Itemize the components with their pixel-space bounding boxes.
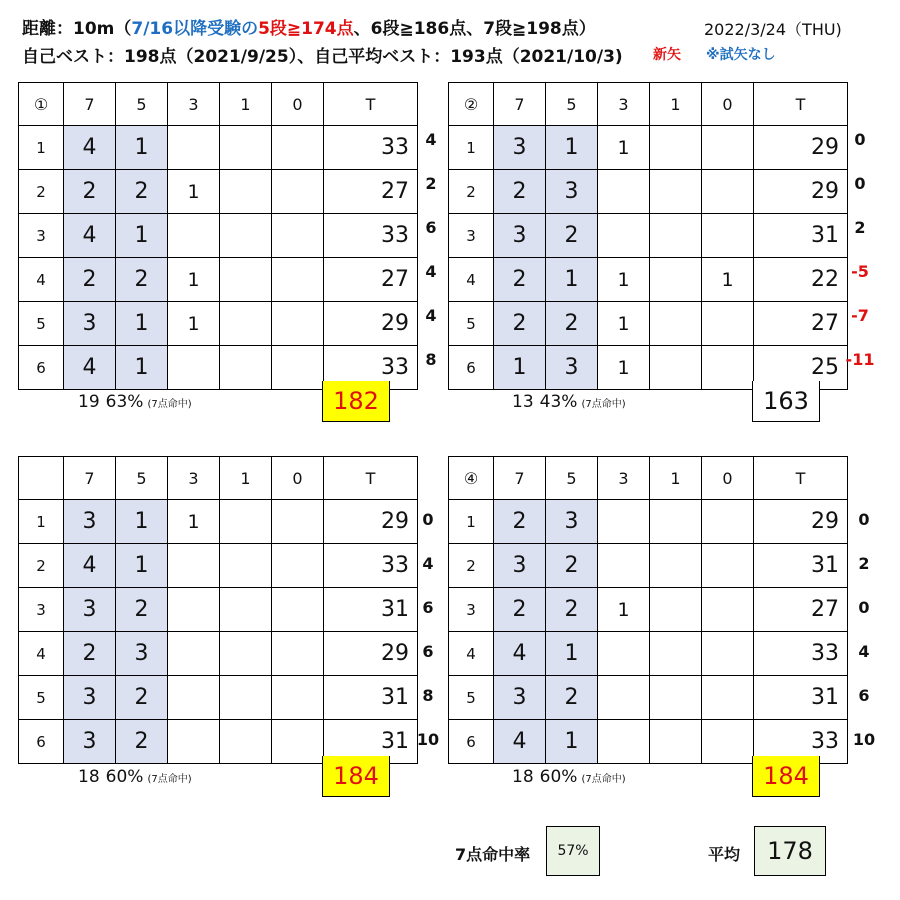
count-cell [272, 346, 324, 390]
diff-right: 0 [854, 130, 866, 149]
round-label: ④ [449, 457, 494, 500]
count-cell: 3 [64, 720, 116, 764]
count-cell [702, 720, 754, 764]
diff-right: 4 [858, 642, 870, 661]
count-cell [220, 500, 272, 544]
round-total: 163 [752, 381, 820, 422]
table-row [19, 302, 418, 346]
diff-left: 8 [422, 686, 434, 705]
hit-percent: 63% [105, 392, 144, 412]
count-cell [272, 302, 324, 346]
no-trial-note: ※試矢なし [706, 47, 776, 63]
column-header: T [324, 83, 418, 126]
table-row [19, 214, 418, 258]
table-row [19, 632, 418, 676]
table-row [449, 632, 848, 676]
end-total: 33 [324, 214, 418, 258]
count-cell: 3 [494, 214, 546, 258]
count-cell: 1 [116, 126, 168, 170]
count-cell: 4 [64, 126, 116, 170]
count-cell: 2 [546, 544, 598, 588]
count-cell [702, 302, 754, 346]
column-header: 5 [546, 83, 598, 126]
count-cell [702, 170, 754, 214]
count-cell: 2 [546, 676, 598, 720]
count-cell [272, 720, 324, 764]
count-cell: 1 [116, 544, 168, 588]
count-cell [168, 126, 220, 170]
column-header: T [754, 83, 848, 126]
column-header: 7 [494, 83, 546, 126]
end-number: 5 [19, 302, 64, 346]
count-cell [598, 500, 650, 544]
diff-right: 6 [858, 686, 870, 705]
end-number: 6 [19, 346, 64, 390]
end-number: 1 [449, 126, 494, 170]
count-cell [702, 632, 754, 676]
end-total: 33 [324, 346, 418, 390]
count-cell [272, 214, 324, 258]
diff-right: 2 [858, 554, 870, 573]
end-number: 2 [449, 170, 494, 214]
average-label: 平均 [708, 845, 741, 864]
count-cell: 1 [116, 500, 168, 544]
count-cell [220, 676, 272, 720]
column-header: 7 [64, 457, 116, 500]
end-total: 31 [324, 588, 418, 632]
count-cell [168, 544, 220, 588]
count-cell [650, 588, 702, 632]
count-cell [220, 544, 272, 588]
diff-left: 4 [425, 130, 437, 149]
end-total: 27 [324, 170, 418, 214]
table-row [449, 302, 848, 346]
end-total: 31 [754, 544, 848, 588]
count-cell [702, 214, 754, 258]
count-cell: 2 [494, 170, 546, 214]
count-cell: 3 [546, 500, 598, 544]
round-label: ② [449, 83, 494, 126]
count-cell [650, 720, 702, 764]
column-header: 1 [650, 457, 702, 500]
column-header: T [324, 457, 418, 500]
column-header: 7 [494, 457, 546, 500]
count-cell: 1 [116, 214, 168, 258]
end-total: 29 [754, 170, 848, 214]
count-cell: 1 [598, 346, 650, 390]
end-number: 5 [19, 676, 64, 720]
count-cell: 1 [546, 720, 598, 764]
column-header: 7 [64, 83, 116, 126]
column-header: 5 [116, 457, 168, 500]
count-cell [272, 258, 324, 302]
count-cell [650, 632, 702, 676]
dan5-requirement: 5段≧174点 [258, 19, 354, 39]
diff-right: 2 [854, 218, 866, 237]
diff-left: 4 [425, 262, 437, 281]
round-total: 184 [752, 756, 820, 797]
count-cell: 4 [64, 214, 116, 258]
table-row [449, 544, 848, 588]
end-number: 3 [19, 214, 64, 258]
end-total: 29 [324, 632, 418, 676]
count-cell [598, 720, 650, 764]
diff-left: 4 [422, 554, 434, 573]
hit-note: (7点命中) [581, 399, 626, 410]
count-cell: 1 [168, 302, 220, 346]
column-header: 1 [220, 457, 272, 500]
count-cell: 1 [116, 346, 168, 390]
end-total: 33 [324, 126, 418, 170]
count-cell: 3 [64, 500, 116, 544]
end-number: 2 [19, 170, 64, 214]
end-total: 33 [324, 544, 418, 588]
count-cell [650, 214, 702, 258]
count-cell: 3 [116, 632, 168, 676]
end-number: 1 [19, 500, 64, 544]
hit-stats [78, 767, 192, 787]
table-row [19, 588, 418, 632]
table-row [449, 676, 848, 720]
count-cell [168, 720, 220, 764]
count-cell: 1 [546, 632, 598, 676]
table-row [19, 500, 418, 544]
hit-note: (7点命中) [147, 399, 192, 410]
count-cell [702, 126, 754, 170]
count-cell: 1 [116, 302, 168, 346]
count-cell [272, 126, 324, 170]
end-number: 5 [449, 676, 494, 720]
end-total: 29 [324, 500, 418, 544]
count-cell [650, 170, 702, 214]
count-cell: 4 [494, 720, 546, 764]
end-total: 31 [754, 676, 848, 720]
count-cell: 2 [64, 170, 116, 214]
count-cell [650, 258, 702, 302]
count-cell: 1 [546, 126, 598, 170]
table-row [19, 258, 418, 302]
diff-left: 6 [422, 642, 434, 661]
end-total: 31 [324, 676, 418, 720]
hit-stats [512, 392, 626, 412]
distance-header: 距離：10m（7/16以降受験の5段≧174点、6段≧186点、7段≧198点） [22, 19, 596, 39]
hit-count: 19 [78, 392, 100, 412]
table-row [19, 544, 418, 588]
diff-left: 10 [416, 730, 440, 749]
column-header: 5 [546, 457, 598, 500]
end-total: 31 [324, 720, 418, 764]
diff-left: 0 [422, 510, 434, 529]
count-cell: 3 [546, 346, 598, 390]
end-number: 1 [449, 500, 494, 544]
diff-right: 0 [858, 598, 870, 617]
hit-note: (7点命中) [581, 774, 626, 785]
count-cell: 2 [546, 588, 598, 632]
count-cell: 1 [598, 126, 650, 170]
count-cell [702, 500, 754, 544]
column-header: 5 [116, 83, 168, 126]
count-cell [220, 588, 272, 632]
count-cell: 1 [546, 258, 598, 302]
diff-right: 10 [852, 730, 876, 749]
count-cell [702, 346, 754, 390]
diff-right: 0 [858, 510, 870, 529]
diff-left: 4 [425, 306, 437, 325]
count-cell [220, 258, 272, 302]
count-cell: 2 [64, 258, 116, 302]
count-cell: 2 [546, 214, 598, 258]
count-cell [168, 632, 220, 676]
table-row [449, 126, 848, 170]
count-cell [220, 214, 272, 258]
table-row [19, 676, 418, 720]
end-number: 3 [19, 588, 64, 632]
hit-rate-label: 7点命中率 [455, 845, 531, 864]
table-row [449, 500, 848, 544]
count-cell: 2 [494, 588, 546, 632]
end-total: 31 [754, 214, 848, 258]
end-number: 1 [19, 126, 64, 170]
column-header: 1 [650, 83, 702, 126]
end-total: 29 [324, 302, 418, 346]
count-cell: 1 [598, 588, 650, 632]
count-cell [650, 544, 702, 588]
personal-best-line: 自己ベスト：198点（2021/9/25）、自己平均ベスト：193点（2021/10/3) [22, 47, 623, 67]
hit-stats [512, 767, 626, 787]
count-cell [650, 126, 702, 170]
count-cell [272, 500, 324, 544]
end-total: 33 [754, 720, 848, 764]
count-cell: 2 [116, 720, 168, 764]
hit-percent: 60% [105, 767, 144, 787]
hit-rate-box: 57% [546, 826, 600, 876]
count-cell [702, 544, 754, 588]
end-total: 29 [754, 500, 848, 544]
hit-stats [78, 392, 192, 412]
count-cell: 2 [116, 676, 168, 720]
count-cell [220, 632, 272, 676]
column-header: 0 [702, 83, 754, 126]
count-cell [272, 544, 324, 588]
count-cell [272, 588, 324, 632]
count-cell: 4 [64, 346, 116, 390]
count-cell [220, 720, 272, 764]
count-cell: 2 [64, 632, 116, 676]
count-cell: 4 [64, 544, 116, 588]
round-total: 182 [322, 381, 390, 422]
round-label [19, 457, 64, 500]
count-cell: 2 [116, 258, 168, 302]
average-box: 178 [754, 826, 826, 876]
count-cell [272, 170, 324, 214]
count-cell [650, 500, 702, 544]
count-cell: 3 [64, 676, 116, 720]
count-cell: 1 [168, 500, 220, 544]
column-header: 3 [598, 457, 650, 500]
end-total: 33 [754, 632, 848, 676]
table-row [19, 170, 418, 214]
end-number: 4 [449, 258, 494, 302]
hit-percent: 43% [539, 392, 578, 412]
count-cell [272, 676, 324, 720]
end-total: 29 [754, 126, 848, 170]
table-row [449, 214, 848, 258]
hit-percent: 60% [539, 767, 578, 787]
end-number: 4 [19, 258, 64, 302]
count-cell [220, 302, 272, 346]
table-row [449, 588, 848, 632]
diff-left: 6 [425, 218, 437, 237]
count-cell: 3 [64, 302, 116, 346]
count-cell [598, 632, 650, 676]
count-cell [650, 302, 702, 346]
count-cell: 2 [546, 302, 598, 346]
round-label: ① [19, 83, 64, 126]
end-number: 4 [19, 632, 64, 676]
column-header: 0 [272, 83, 324, 126]
count-cell: 3 [494, 126, 546, 170]
count-cell: 1 [168, 258, 220, 302]
count-cell [598, 544, 650, 588]
end-number: 3 [449, 588, 494, 632]
count-cell: 2 [494, 302, 546, 346]
table-row [19, 126, 418, 170]
count-cell [220, 346, 272, 390]
count-cell: 2 [494, 500, 546, 544]
count-cell [272, 632, 324, 676]
count-cell: 1 [702, 258, 754, 302]
count-cell [598, 214, 650, 258]
table-row [449, 258, 848, 302]
count-cell [598, 676, 650, 720]
column-header: 1 [220, 83, 272, 126]
count-cell [650, 346, 702, 390]
diff-left: 6 [422, 598, 434, 617]
end-number: 5 [449, 302, 494, 346]
count-cell: 1 [598, 302, 650, 346]
end-number: 2 [19, 544, 64, 588]
count-cell [650, 676, 702, 720]
end-number: 4 [449, 632, 494, 676]
count-cell: 3 [494, 676, 546, 720]
end-number: 6 [449, 720, 494, 764]
count-cell: 2 [494, 258, 546, 302]
session-date: 2022/3/24（THU) [704, 20, 842, 39]
end-number: 6 [449, 346, 494, 390]
table-row [449, 170, 848, 214]
end-number: 2 [449, 544, 494, 588]
end-total: 27 [754, 302, 848, 346]
score-table-1 [18, 82, 418, 390]
count-cell [220, 170, 272, 214]
hit-count: 13 [512, 392, 534, 412]
count-cell [168, 214, 220, 258]
count-cell: 1 [494, 346, 546, 390]
count-cell: 4 [494, 632, 546, 676]
count-cell [220, 126, 272, 170]
column-header: 0 [702, 457, 754, 500]
end-total: 22 [754, 258, 848, 302]
diff-right: 0 [854, 174, 866, 193]
count-cell: 3 [494, 544, 546, 588]
end-total: 27 [324, 258, 418, 302]
diff-left: 8 [425, 350, 437, 369]
count-cell [168, 588, 220, 632]
count-cell: 2 [116, 170, 168, 214]
diff-right: -5 [851, 262, 869, 281]
count-cell [702, 588, 754, 632]
hit-count: 18 [78, 767, 100, 787]
diff-left: 2 [425, 174, 437, 193]
count-cell [168, 346, 220, 390]
hit-count: 18 [512, 767, 534, 787]
score-table-2 [448, 82, 848, 390]
end-total: 25 [754, 346, 848, 390]
diff-right: -11 [845, 350, 875, 369]
column-header: 3 [168, 83, 220, 126]
column-header: 0 [272, 457, 324, 500]
score-table-3 [18, 456, 418, 764]
diff-right: -7 [851, 306, 869, 325]
hit-note: (7点命中) [147, 774, 192, 785]
count-cell [168, 676, 220, 720]
count-cell [598, 170, 650, 214]
round-total: 184 [322, 756, 390, 797]
end-total: 27 [754, 588, 848, 632]
column-header: 3 [168, 457, 220, 500]
column-header: T [754, 457, 848, 500]
count-cell: 1 [168, 170, 220, 214]
end-number: 3 [449, 214, 494, 258]
count-cell: 2 [116, 588, 168, 632]
count-cell [702, 676, 754, 720]
column-header: 3 [598, 83, 650, 126]
score-table-4 [448, 456, 848, 764]
end-number: 6 [19, 720, 64, 764]
new-arrow-label: 新矢 [653, 47, 681, 63]
count-cell: 1 [598, 258, 650, 302]
count-cell: 3 [546, 170, 598, 214]
exam-period-text: 7/16以降受験の [131, 19, 259, 39]
count-cell: 3 [64, 588, 116, 632]
